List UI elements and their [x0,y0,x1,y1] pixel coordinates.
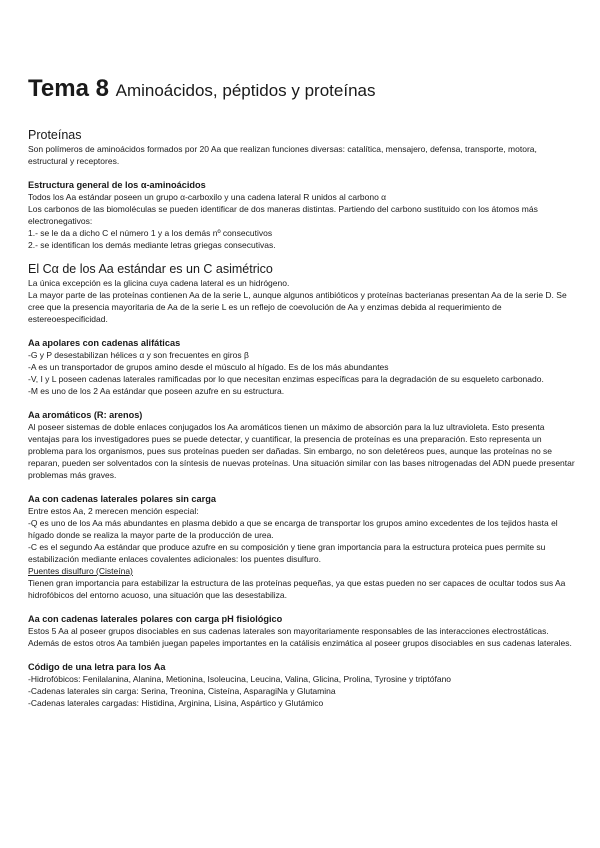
paragraph: Entre estos Aa, 2 merecen mención especial: [28,506,199,516]
section-heading: Aa con cadenas laterales polares con carga pH fisiológico [28,614,283,624]
section-heading: Proteínas [28,128,82,142]
paragraph: Estos 5 Aa al poseer grupos disociables en sus cadenas laterales son mayoritariamente responsables de las interacciones electrostáticas. Además de estos otros Aa también juegan papeles importantes en la catálisis enzimática al poseer grupos disociables en sus cadenas laterales. [28,626,572,648]
section-asimetrico [28,262,576,325]
section-proteinas [28,128,576,167]
paragraph: La única excepción es la glicina cuya cadena lateral es un hidrógeno. [28,278,290,288]
list-item: -V, I y L poseen cadenas laterales ramificadas por lo que necesitan enzimas específicas para la degradación de su esqueleto carbonado. [28,374,544,384]
subheading: Puentes disulfuro (Cisteína) [28,566,133,576]
section-estructura [28,179,576,251]
section-heading: Aa con cadenas laterales polares sin carga [28,494,216,504]
list-item: -A es un transportador de grupos amino desde el músculo al hígado. Es de los más abundantes [28,362,389,372]
paragraph: La mayor parte de las proteínas contienen Aa de la serie L, aunque algunos antibióticos y proteínas bacterianas presentan Aa de la serie D. Se cree que la presencia mayoritaria de Aa de la serie L es un reflejo de coevolución de Aa y enzimas debida al requerimiento de estereoespecificidad. [28,290,567,324]
list-item: -Cadenas laterales cargadas: Histidina, Arginina, Lisina, Aspártico y Glutámico [28,698,324,708]
section-heading: Aa aromáticos (R: arenos) [28,410,143,420]
list-item: -Hidrofóbicos: Fenilalanina, Alanina, Metionina, Isoleucina, Leucina, Valina, Glicina, Prolina, Tyrosine y triptófano [28,674,452,684]
paragraph: Al poseer sistemas de doble enlaces conjugados los Aa aromáticos tienen un máximo de absorción para la luz ultravioleta. Esto presenta ventajas para los investigadores pues se puede detectar, y cuantificar, la presencia de proteínas es una preparación. Esto representa un problema para los organismos, pues sus proteínas pueden ser dañadas. Sin embargo, no son deletéreos pues, aunque las proteínas no se reparan, pueden ser solventados con la síntesis de nuevas proteínas. Una situación similar con las bases nitrogenadas del ADN puede presentar problemas más graves. [28,422,575,480]
paragraph: Los carbonos de las biomoléculas se pueden identificar de dos maneras distintas. Partiendo del carbono sustituido con los átomos más electronegativos: [28,204,538,226]
title-number: Tema 8 [28,75,109,102]
page-title [28,74,576,106]
list-item: -G y P desestabilizan hélices α y son frecuentes en giros β [28,350,249,360]
section-heading: Aa apolares con cadenas alifáticas [28,338,181,348]
list-item: -Q es uno de los Aa más abundantes en plasma debido a que se encarga de transportar los grupos amino excedentes de los tejidos hasta el hígado donde se realiza la mayor parte de la producción de urea. [28,518,558,540]
paragraph: Todos los Aa estándar poseen un grupo α-carboxilo y una cadena lateral R unidos al carbono α [28,192,387,202]
section-codigo [28,661,576,709]
list-item: -Cadenas laterales sin carga: Serina, Treonina, Cisteína, AsparagiNa y Glutamina [28,686,336,696]
list-item: -C es el segundo Aa estándar que produce azufre en su composición y tiene gran importancia para la estructura proteica pues permite su estabilización mediante enlaces covalentes adicionales: los puentes disulfuro. [28,542,546,564]
section-polares-con-carga [28,613,576,649]
paragraph: Son polímeros de aminoácidos formados por 20 Aa que realizan funciones diversas: catalítica, mensajero, defensa, transporte, motora, estructural y receptores. [28,144,537,166]
section-polares-sin-carga [28,493,576,601]
section-heading: Código de una letra para los Aa [28,662,166,672]
list-item: 2.- se identifican los demás mediante letras griegas consecutivas. [28,240,276,250]
section-apolares [28,337,576,397]
section-heading: El Cα de los Aa estándar es un C asimétrico [28,262,273,276]
section-aromaticos [28,409,576,481]
list-item: -M es uno de los 2 Aa estándar que poseen azufre en su estructura. [28,386,285,396]
title-subtitle: Aminoácidos, péptidos y proteínas [115,81,376,100]
paragraph: Tienen gran importancia para estabilizar la estructura de las proteínas pequeñas, ya que estas pueden no ser capaces de ocultar todos sus Aa hidrofóbicos del entorno acuoso, una situación que las desestabiliza. [28,578,566,600]
section-heading: Estructura general de los α-aminoácidos [28,180,206,190]
list-item: 1.- se le da a dicho C el número 1 y a los demás nº consecutivos [28,228,273,238]
document-page [28,74,576,709]
